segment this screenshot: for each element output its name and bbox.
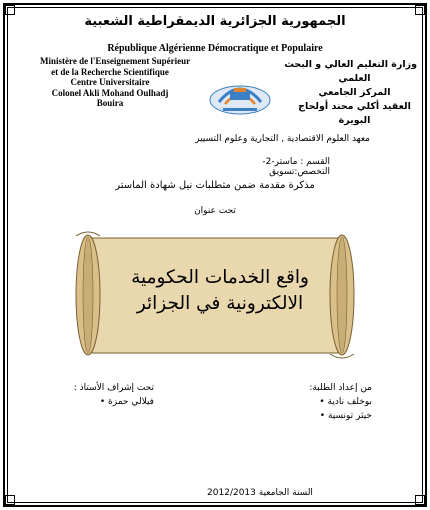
- under-title-label: تحت عنوان: [194, 206, 236, 216]
- students-heading: من إعداد الطلبة:: [309, 383, 372, 393]
- supervisor-name: [44, 397, 154, 407]
- student-name: خيثر تونسية •: [320, 411, 372, 421]
- thesis-title: واقع الخدمات الحكومية الالكترونية في الجزائر: [131, 267, 309, 314]
- ministry-french-block: [40, 56, 191, 109]
- university-logo: [205, 70, 275, 120]
- ministry-fr-line: et de la Recherche Scientifique: [51, 66, 169, 77]
- student-item: [272, 411, 372, 421]
- institute-name: معهد العلوم الاقتصادية , التجارية وعلوم التسيير: [195, 134, 370, 144]
- supervisor-heading: تحت إشراف الأستاذ :: [73, 383, 154, 393]
- memo-statement: مذكرة مقدمة ضمن متطلبات نيل شهادة الماستر: [115, 180, 315, 191]
- ministry-fr-line: Colonel Akli Mohand Oulhadj: [51, 87, 169, 98]
- academic-year: [140, 488, 380, 498]
- ministry-ar-line: العلمي: [338, 73, 371, 84]
- department-info: [262, 157, 330, 177]
- academic-year-label: السنة الجامعية: [258, 488, 313, 498]
- republic-french: République Algérienne Démocratique et Populaire: [107, 43, 323, 54]
- academic-year-value: 2012/2013: [207, 488, 256, 498]
- ministry-arabic-block: [284, 58, 417, 128]
- ministry-fr-line: Centre Universitaire: [70, 77, 150, 87]
- department-section: القسم : ماستر-2-: [262, 157, 330, 167]
- department-specialty: التخصص:تسويق: [269, 167, 330, 177]
- ministry-ar-line: العقيد أكلي محند أولحاج: [298, 101, 411, 112]
- republic-arabic: الجمهورية الجزائرية الديمقراطية الشعبية: [84, 14, 346, 29]
- student-item: [272, 397, 372, 407]
- ministry-ar-line: المركز الجامعي: [318, 87, 391, 98]
- supervisor-name-text: فيلالي حمزة •: [100, 397, 154, 407]
- ministry-fr-line: Bouira: [96, 98, 124, 108]
- student-name: بوخلف نادية •: [319, 397, 372, 407]
- ministry-ar-line: البويرة: [338, 115, 371, 126]
- ministry-fr-line: Ministère de l'Enseignement Supérieur: [40, 56, 191, 66]
- ministry-ar-line: وزارة التعليم العالي و البحث: [284, 59, 417, 70]
